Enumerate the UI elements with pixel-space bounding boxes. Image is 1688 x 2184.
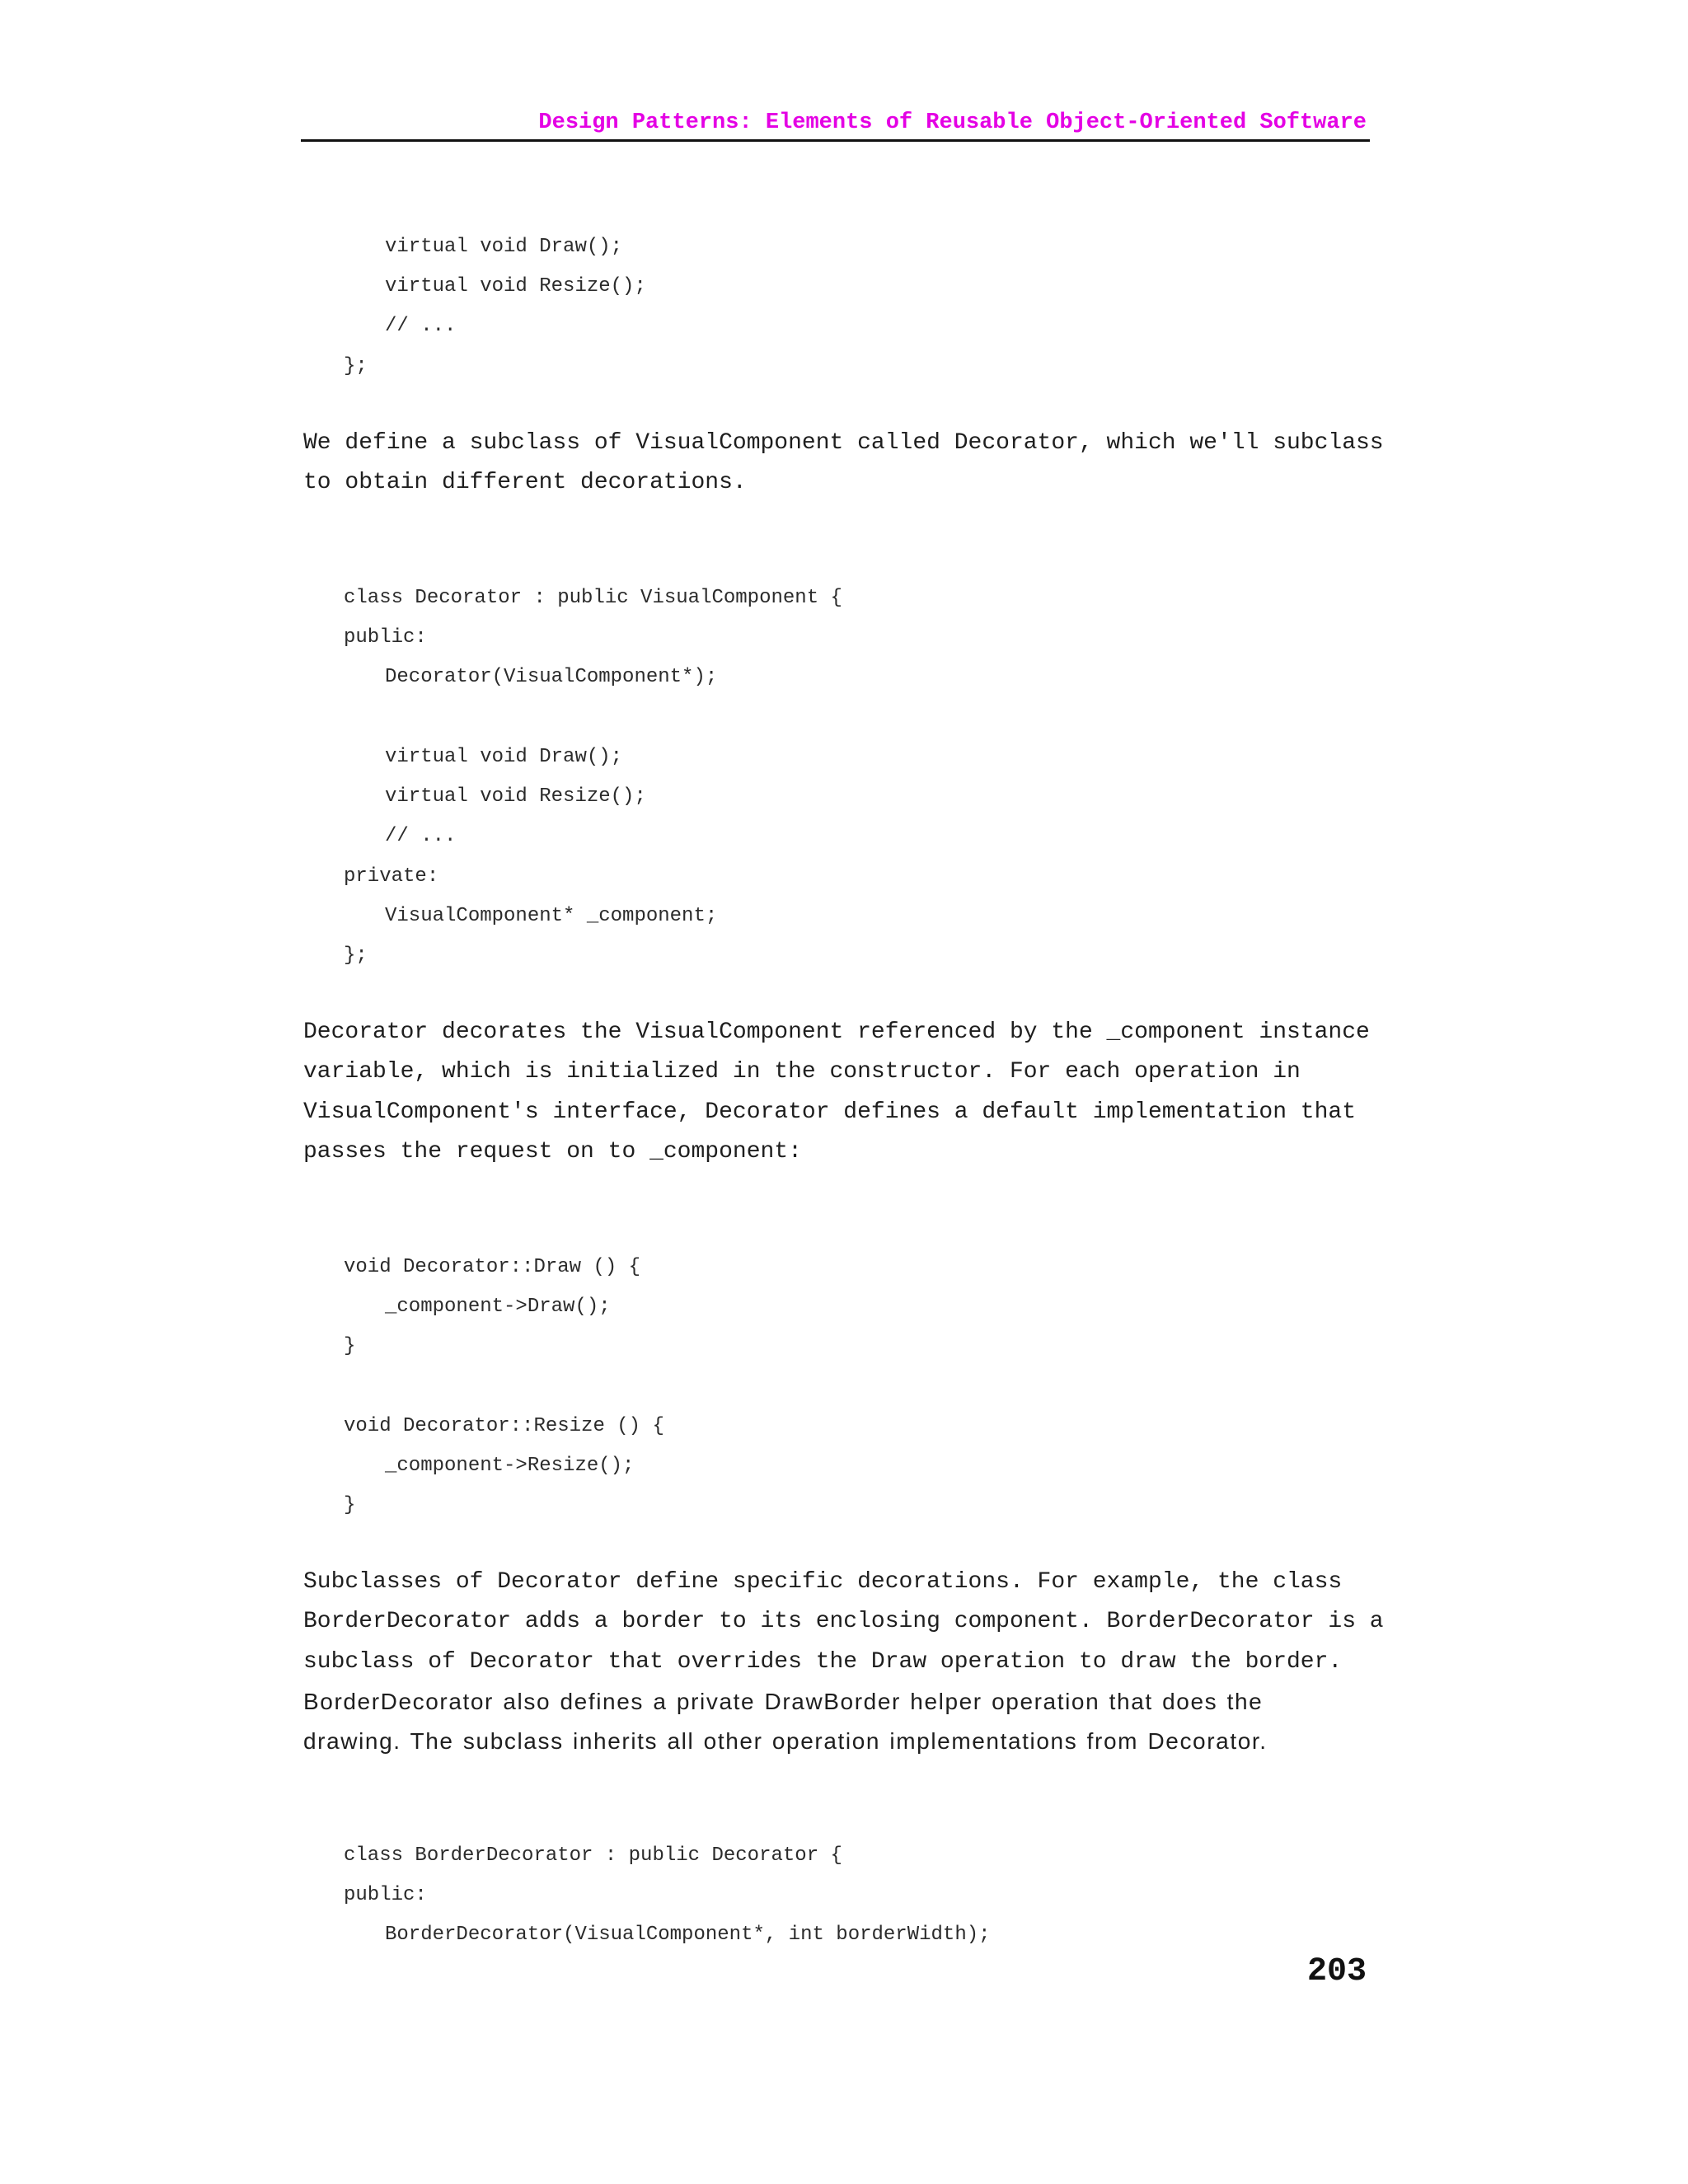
- code-line: void Decorator::Resize () {: [344, 1415, 664, 1437]
- code-line: Decorator(VisualComponent*);: [385, 666, 718, 688]
- code-line: };: [344, 355, 368, 377]
- paragraph-line: drawing. The subclass inherits all other operation implementations from Decorator.: [303, 1728, 1268, 1754]
- running-header-title: Design Patterns: Elements of Reusable Object-Oriented Software: [538, 110, 1367, 135]
- code-line: public:: [344, 626, 427, 649]
- code-line: class Decorator : public VisualComponent {: [344, 587, 842, 609]
- code-line: void Decorator::Draw () {: [344, 1256, 641, 1278]
- paragraph-line: Subclasses of Decorator define specific decorations. For example, the class: [303, 1569, 1343, 1595]
- paragraph-line: VisualComponent's interface, Decorator defines a default implementation that: [303, 1099, 1357, 1125]
- code-line: _component->Resize();: [385, 1455, 635, 1477]
- paragraph-line: subclass of Decorator that overrides the Draw operation to draw the border.: [303, 1649, 1343, 1675]
- code-line: virtual void Draw();: [385, 236, 623, 258]
- code-line: }: [344, 1494, 356, 1516]
- code-line: // ...: [385, 315, 457, 337]
- code-line: private:: [344, 865, 439, 888]
- paragraph-line: BorderDecorator also defines a private DrawBorder helper operation that does the: [303, 1689, 1264, 1714]
- code-line: BorderDecorator(VisualComponent*, int borderWidth);: [385, 1924, 991, 1946]
- code-line: class BorderDecorator : public Decorator {: [344, 1844, 842, 1867]
- code-line: virtual void Resize();: [385, 785, 646, 808]
- paragraph-line: to obtain different decorations.: [303, 470, 747, 495]
- paragraph-line: We define a subclass of VisualComponent called Decorator, which we'll subclass: [303, 430, 1384, 456]
- paragraph-line: variable, which is initialized in the constructor. For each operation in: [303, 1059, 1301, 1085]
- paragraph-line: passes the request on to _component:: [303, 1139, 802, 1165]
- code-line: VisualComponent* _component;: [385, 905, 718, 927]
- code-line: virtual void Resize();: [385, 275, 646, 298]
- code-line: public:: [344, 1884, 427, 1906]
- paragraph-line: BorderDecorator adds a border to its enclosing component. BorderDecorator is a: [303, 1609, 1384, 1634]
- page-number: 203: [1306, 1953, 1367, 1990]
- code-line: _component->Draw();: [385, 1296, 611, 1318]
- code-line: };: [344, 944, 368, 967]
- header-rule: [301, 139, 1370, 142]
- code-line: virtual void Draw();: [385, 746, 623, 768]
- paragraph-line: Decorator decorates the VisualComponent referenced by the _component instance: [303, 1019, 1370, 1045]
- code-line: }: [344, 1335, 356, 1357]
- code-line: // ...: [385, 825, 457, 847]
